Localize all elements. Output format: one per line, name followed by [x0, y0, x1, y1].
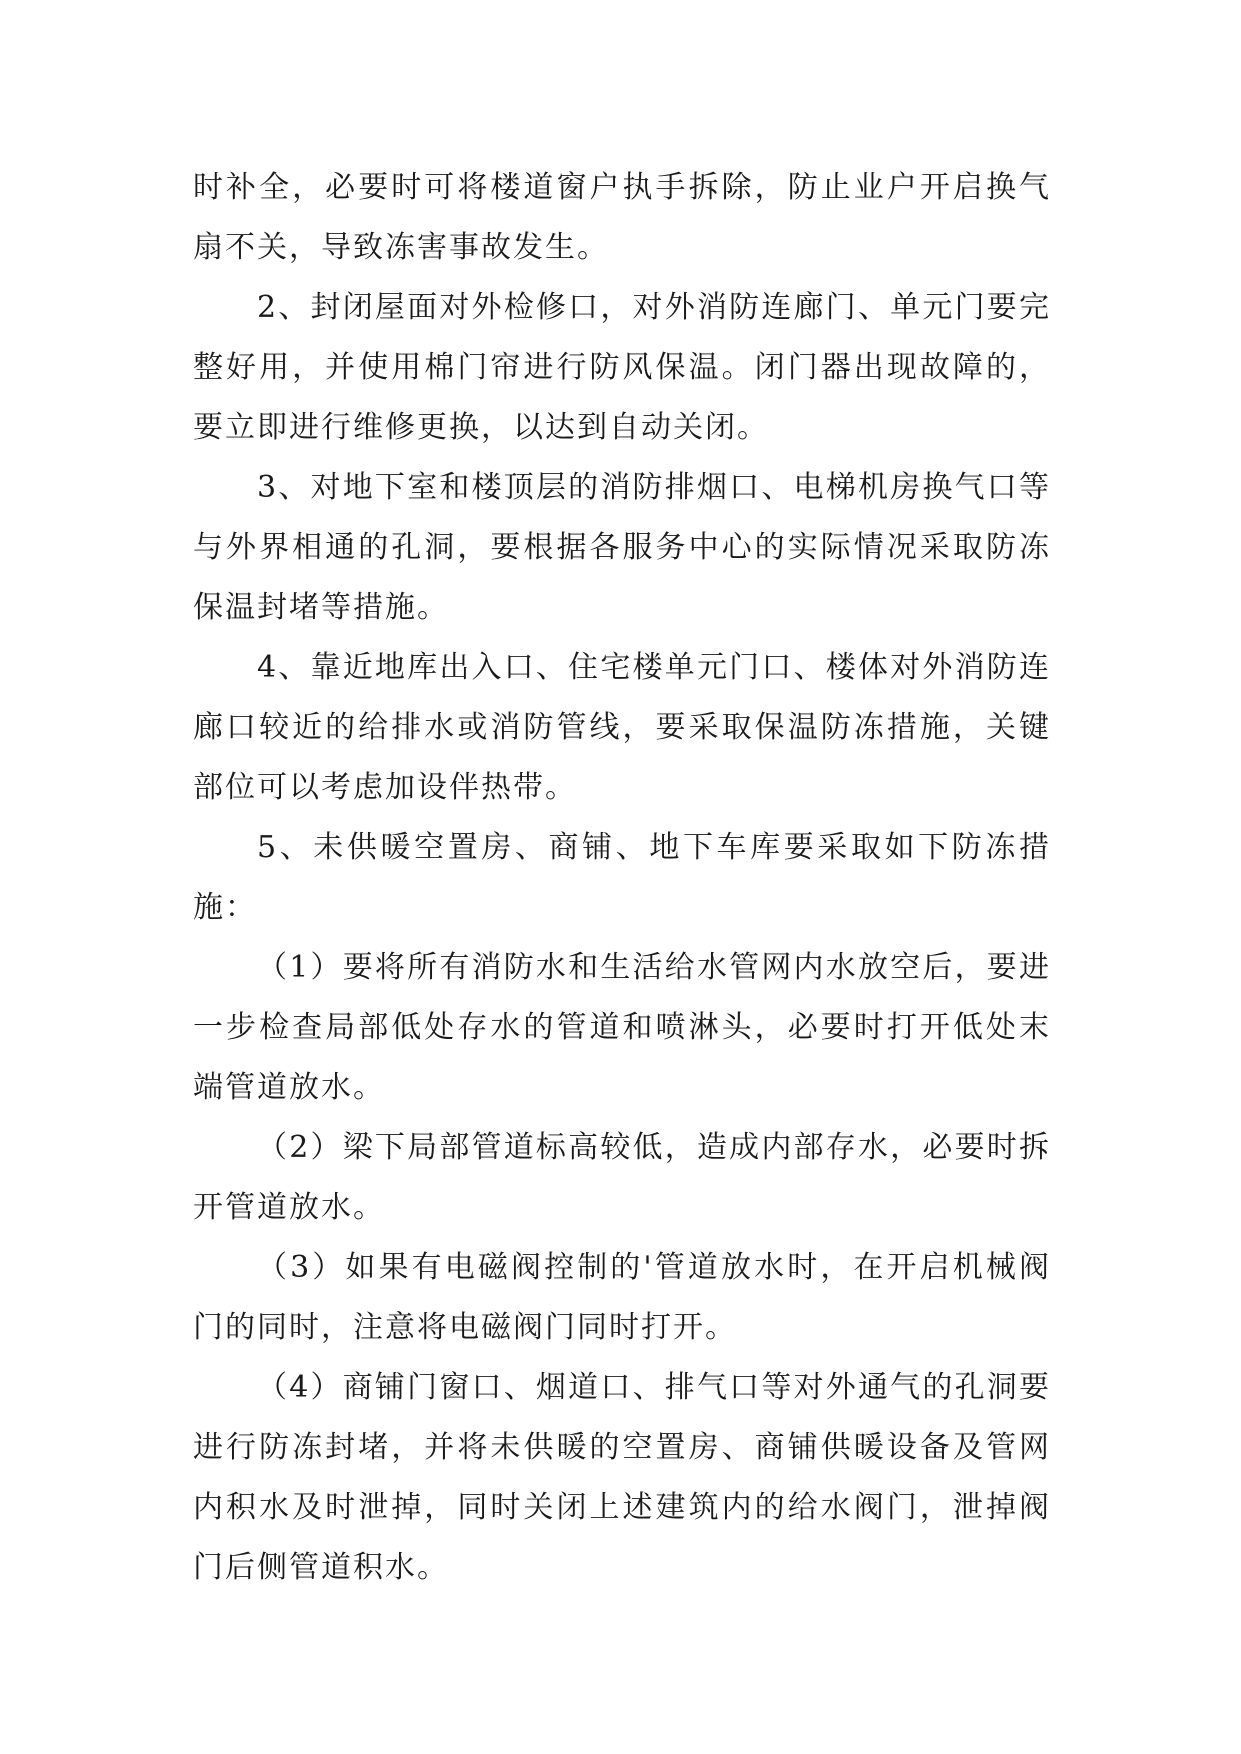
paragraph-item-4: 4、靠近地库出入口、住宅楼单元门口、楼体对外消防连廊口较近的给排水或消防管线，要采取保温防冻措施，关键部位可以考虑加设伴热带。 — [193, 650, 1051, 805]
paragraph-continuation: 时补全，必要时可将楼道窗户执手拆除，防止业户开启换气扇不关，导致冻害事故发生。 — [193, 170, 1051, 265]
paragraph-subitem-4: （4）商铺门窗口、烟道口、排气口等对外通气的孔洞要进行防冻封堵，并将未供暖的空置房、商铺供暖设备及管网内积水及时泄掉，同时关闭上述建筑内的给水阀门，泄掉阀门后侧管道积水。 — [193, 1370, 1051, 1585]
document-body — [193, 158, 1051, 1598]
paragraph-subitem-3: （3）如果有电磁阀控制的'管道放水时，在开启机械阀门的同时，注意将电磁阀门同时打开。 — [193, 1250, 1051, 1345]
paragraph-subitem-2: （2）梁下局部管道标高较低，造成内部存水，必要时拆开管道放水。 — [193, 1130, 1051, 1225]
paragraph-subitem-1: （1）要将所有消防水和生活给水管网内水放空后，要进一步检查局部低处存水的管道和喷淋头，必要时打开低处末端管道放水。 — [193, 950, 1051, 1105]
paragraph-item-2: 2、封闭屋面对外检修口，对外消防连廊门、单元门要完整好用，并使用棉门帘进行防风保温。闭门器出现故障的，要立即进行维修更换，以达到自动关闭。 — [193, 290, 1051, 445]
paragraph-item-5: 5、未供暖空置房、商铺、地下车库要采取如下防冻措施： — [193, 830, 1051, 925]
paragraph-item-3: 3、对地下室和楼顶层的消防排烟口、电梯机房换气口等与外界相通的孔洞，要根据各服务中心的实际情况采取防冻保温封堵等措施。 — [193, 470, 1051, 625]
